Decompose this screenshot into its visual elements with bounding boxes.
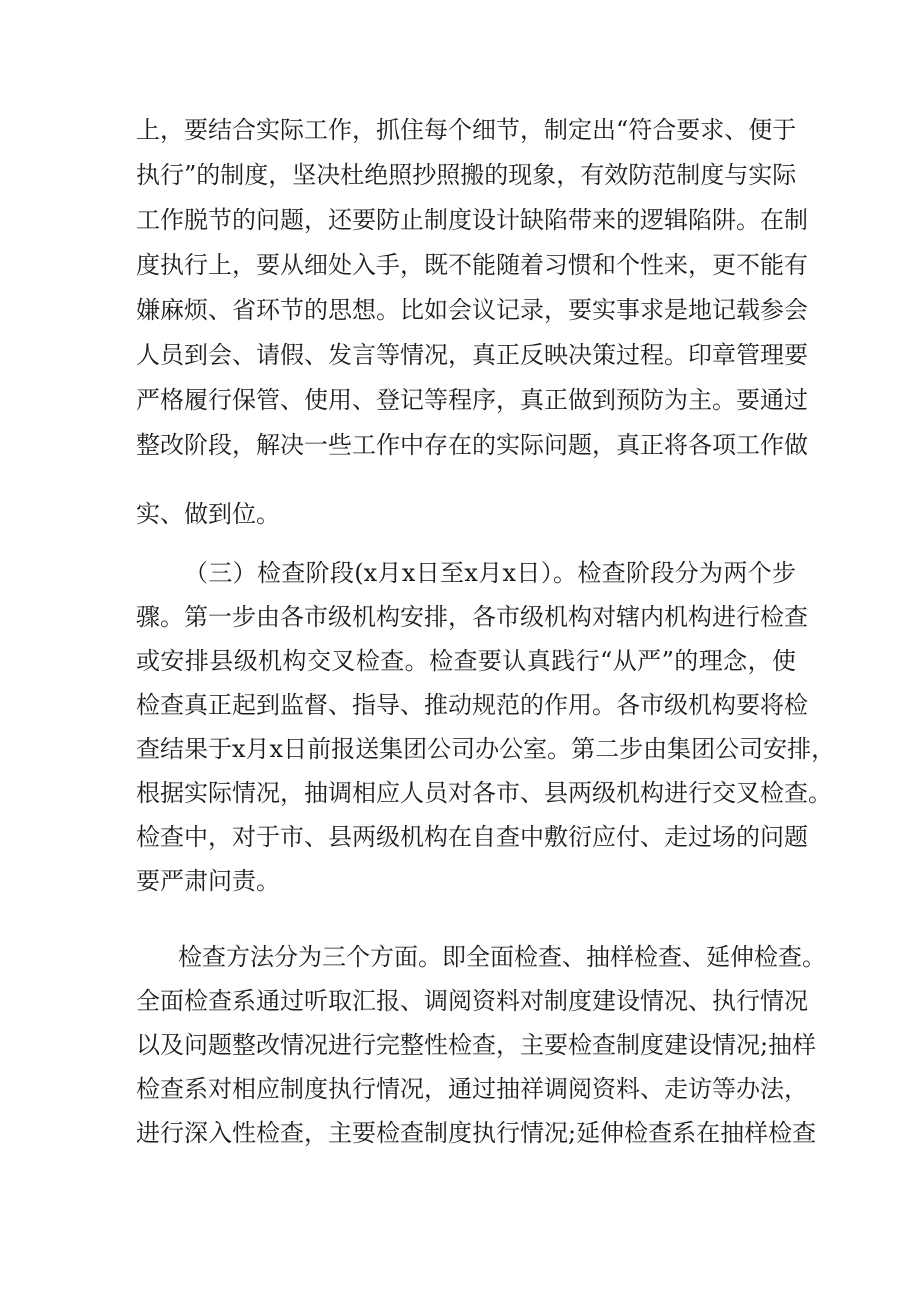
paragraph-2-line: 根据实际情况，抽调相应人员对各市、县两级机构进行交叉检查。 xyxy=(136,779,832,807)
paragraph-2-line: 检查中，对于市、县两级机构在自查中敷衍应付、走过场的问题 xyxy=(136,823,808,851)
paragraph-3-line: 以及问题整改情况进行完整性检查，主要检查制度建设情况;抽样 xyxy=(136,1031,817,1059)
paragraph-1-line: 人员到会、请假、发言等情况，真正反映决策过程。印章管理要 xyxy=(136,341,808,369)
paragraph-2-line: （三）检查阶段(x月x日至x月x日）。检查阶段分为两个步 xyxy=(184,559,796,587)
paragraph-1-line: 执行”的制度，坚决杜绝照抄照搬的现象，有效防范制度与实际 xyxy=(136,161,797,189)
paragraph-2-line: 或安排县级机构交叉检查。检查要认真践行“从严”的理念，使 xyxy=(136,647,796,675)
paragraph-3-line: 检查方法分为三个方面。即全面检查、抽样检查、延伸检查。 xyxy=(178,943,826,971)
paragraph-3-line: 进行深入性检查，主要检查制度执行情况;延伸检查系在抽样检查 xyxy=(136,1119,817,1147)
paragraph-1-line: 工作脱节的问题，还要防止制度设计缺陷带来的逻辑陷阱。在制 xyxy=(136,206,808,234)
paragraph-1-line: 上，要结合实际工作，抓住每个细节，制定出“符合要求、便于 xyxy=(136,116,797,144)
paragraph-3-line: 检查系对相应制度执行情况，通过抽祥调阅资料、走访等办法， xyxy=(136,1075,808,1103)
paragraph-2-line: 查结果于x月x日前报送集团公司办公室。第二步由集团公司安排， xyxy=(136,735,836,763)
paragraph-1-line: 实、做到位。 xyxy=(136,500,280,528)
paragraph-1-line: 整改阶段，解决一些工作中存在的实际问题，真正将各项工作做 xyxy=(136,431,808,459)
paragraph-1-line: 严格履行保管、使用、登记等程序，真正做到预防为主。要通过 xyxy=(136,386,808,414)
paragraph-2-line: 骤。第一步由各市级机构安排，各市级机构对辖内机构进行检查 xyxy=(136,603,808,631)
paragraph-1-line: 度执行上，要从细处入手，既不能随着习惯和个性来，更不能有 xyxy=(136,251,808,279)
paragraph-3-line: 全面检查系通过听取汇报、调阅资料对制度建设情况、执行情况 xyxy=(136,987,808,1015)
paragraph-1-line: 嫌麻烦、省环节的思想。比如会议记录，要实事求是地记载参会 xyxy=(136,296,808,324)
paragraph-2-line: 要严肃问责。 xyxy=(136,867,280,895)
paragraph-2-line: 检查真正起到监督、指导、推动规范的作用。各市级机构要将检 xyxy=(136,691,808,719)
